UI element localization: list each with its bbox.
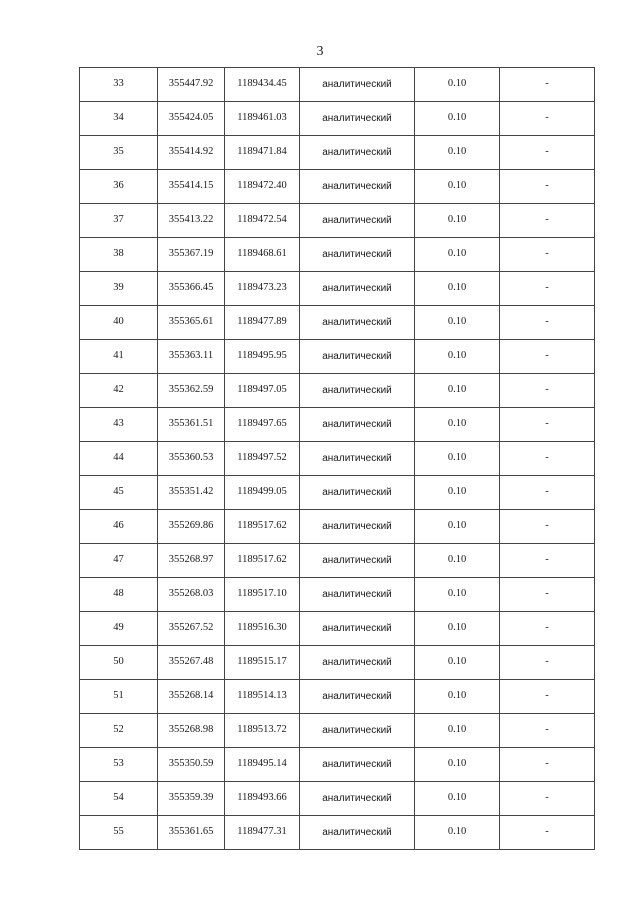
accuracy-cell: 0.10 (415, 340, 500, 374)
method-cell: аналитический (300, 272, 415, 306)
method-cell: аналитический (300, 544, 415, 578)
y-coordinate-cell: 1189477.89 (225, 306, 300, 340)
table-row (80, 272, 595, 306)
method-cell: аналитический (300, 408, 415, 442)
y-coordinate-cell: 1189473.23 (225, 272, 300, 306)
method-cell: аналитический (300, 204, 415, 238)
table-row (80, 510, 595, 544)
y-coordinate-cell: 1189497.52 (225, 442, 300, 476)
note-cell: - (500, 612, 595, 646)
note-cell: - (500, 442, 595, 476)
y-coordinate-cell: 1189434.45 (225, 68, 300, 102)
method-cell: аналитический (300, 510, 415, 544)
note-cell: - (500, 544, 595, 578)
y-coordinate-cell: 1189515.17 (225, 646, 300, 680)
accuracy-cell: 0.10 (415, 680, 500, 714)
x-coordinate-cell: 355267.52 (158, 612, 225, 646)
x-coordinate-cell: 355365.61 (158, 306, 225, 340)
point-number-cell: 33 (80, 68, 158, 102)
note-cell: - (500, 204, 595, 238)
x-coordinate-cell: 355366.45 (158, 272, 225, 306)
x-coordinate-cell: 355268.14 (158, 680, 225, 714)
note-cell: - (500, 510, 595, 544)
accuracy-cell: 0.10 (415, 136, 500, 170)
table-row (80, 374, 595, 408)
table-row (80, 578, 595, 612)
note-cell: - (500, 408, 595, 442)
y-coordinate-cell: 1189516.30 (225, 612, 300, 646)
table-row (80, 204, 595, 238)
note-cell: - (500, 68, 595, 102)
point-number-cell: 40 (80, 306, 158, 340)
note-cell: - (500, 272, 595, 306)
x-coordinate-cell: 355414.15 (158, 170, 225, 204)
method-cell: аналитический (300, 170, 415, 204)
accuracy-cell: 0.10 (415, 646, 500, 680)
point-number-cell: 35 (80, 136, 158, 170)
accuracy-cell: 0.10 (415, 782, 500, 816)
point-number-cell: 34 (80, 102, 158, 136)
method-cell: аналитический (300, 340, 415, 374)
y-coordinate-cell: 1189517.10 (225, 578, 300, 612)
x-coordinate-cell: 355351.42 (158, 476, 225, 510)
accuracy-cell: 0.10 (415, 238, 500, 272)
method-cell: аналитический (300, 136, 415, 170)
method-cell: аналитический (300, 68, 415, 102)
x-coordinate-cell: 355362.59 (158, 374, 225, 408)
accuracy-cell: 0.10 (415, 714, 500, 748)
table-row (80, 340, 595, 374)
accuracy-cell: 0.10 (415, 748, 500, 782)
method-cell: аналитический (300, 374, 415, 408)
point-number-cell: 55 (80, 816, 158, 850)
y-coordinate-cell: 1189497.65 (225, 408, 300, 442)
x-coordinate-cell: 355414.92 (158, 136, 225, 170)
table-row (80, 646, 595, 680)
note-cell: - (500, 476, 595, 510)
point-number-cell: 38 (80, 238, 158, 272)
method-cell: аналитический (300, 578, 415, 612)
y-coordinate-cell: 1189471.84 (225, 136, 300, 170)
accuracy-cell: 0.10 (415, 442, 500, 476)
point-number-cell: 52 (80, 714, 158, 748)
table-row (80, 68, 595, 102)
x-coordinate-cell: 355269.86 (158, 510, 225, 544)
table-row (80, 170, 595, 204)
point-number-cell: 48 (80, 578, 158, 612)
method-cell: аналитический (300, 714, 415, 748)
y-coordinate-cell: 1189513.72 (225, 714, 300, 748)
y-coordinate-cell: 1189517.62 (225, 510, 300, 544)
table-row (80, 544, 595, 578)
accuracy-cell: 0.10 (415, 68, 500, 102)
method-cell: аналитический (300, 442, 415, 476)
table-row (80, 612, 595, 646)
note-cell: - (500, 748, 595, 782)
point-number-cell: 42 (80, 374, 158, 408)
method-cell: аналитический (300, 476, 415, 510)
table-row (80, 408, 595, 442)
method-cell: аналитический (300, 748, 415, 782)
method-cell: аналитический (300, 816, 415, 850)
note-cell: - (500, 306, 595, 340)
y-coordinate-cell: 1189495.95 (225, 340, 300, 374)
accuracy-cell: 0.10 (415, 102, 500, 136)
accuracy-cell: 0.10 (415, 476, 500, 510)
table-row (80, 442, 595, 476)
note-cell: - (500, 340, 595, 374)
accuracy-cell: 0.10 (415, 374, 500, 408)
x-coordinate-cell: 355361.65 (158, 816, 225, 850)
x-coordinate-cell: 355367.19 (158, 238, 225, 272)
point-number-cell: 46 (80, 510, 158, 544)
y-coordinate-cell: 1189472.54 (225, 204, 300, 238)
x-coordinate-cell: 355413.22 (158, 204, 225, 238)
point-number-cell: 49 (80, 612, 158, 646)
method-cell: аналитический (300, 646, 415, 680)
x-coordinate-cell: 355360.53 (158, 442, 225, 476)
accuracy-cell: 0.10 (415, 578, 500, 612)
y-coordinate-cell: 1189472.40 (225, 170, 300, 204)
point-number-cell: 53 (80, 748, 158, 782)
note-cell: - (500, 578, 595, 612)
point-number-cell: 37 (80, 204, 158, 238)
table-row (80, 238, 595, 272)
point-number-cell: 47 (80, 544, 158, 578)
point-number-cell: 43 (80, 408, 158, 442)
method-cell: аналитический (300, 306, 415, 340)
table-row (80, 102, 595, 136)
table-row (80, 748, 595, 782)
point-number-cell: 41 (80, 340, 158, 374)
y-coordinate-cell: 1189468.61 (225, 238, 300, 272)
y-coordinate-cell: 1189477.31 (225, 816, 300, 850)
accuracy-cell: 0.10 (415, 816, 500, 850)
x-coordinate-cell: 355268.98 (158, 714, 225, 748)
note-cell: - (500, 238, 595, 272)
accuracy-cell: 0.10 (415, 612, 500, 646)
accuracy-cell: 0.10 (415, 544, 500, 578)
x-coordinate-cell: 355267.48 (158, 646, 225, 680)
note-cell: - (500, 782, 595, 816)
x-coordinate-cell: 355268.03 (158, 578, 225, 612)
note-cell: - (500, 374, 595, 408)
method-cell: аналитический (300, 680, 415, 714)
accuracy-cell: 0.10 (415, 204, 500, 238)
y-coordinate-cell: 1189495.14 (225, 748, 300, 782)
point-number-cell: 51 (80, 680, 158, 714)
accuracy-cell: 0.10 (415, 408, 500, 442)
x-coordinate-cell: 355363.11 (158, 340, 225, 374)
method-cell: аналитический (300, 238, 415, 272)
point-number-cell: 39 (80, 272, 158, 306)
accuracy-cell: 0.10 (415, 306, 500, 340)
y-coordinate-cell: 1189514.13 (225, 680, 300, 714)
x-coordinate-cell: 355424.05 (158, 102, 225, 136)
table-row (80, 476, 595, 510)
table-row (80, 136, 595, 170)
point-number-cell: 44 (80, 442, 158, 476)
y-coordinate-cell: 1189499.05 (225, 476, 300, 510)
method-cell: аналитический (300, 612, 415, 646)
y-coordinate-cell: 1189461.03 (225, 102, 300, 136)
table-row (80, 714, 595, 748)
y-coordinate-cell: 1189493.66 (225, 782, 300, 816)
note-cell: - (500, 714, 595, 748)
note-cell: - (500, 816, 595, 850)
page-number: 3 (316, 44, 324, 59)
point-number-cell: 54 (80, 782, 158, 816)
table-row (80, 816, 595, 850)
table-row (80, 782, 595, 816)
x-coordinate-cell: 355361.51 (158, 408, 225, 442)
y-coordinate-cell: 1189517.62 (225, 544, 300, 578)
note-cell: - (500, 102, 595, 136)
coordinates-table-body (80, 68, 595, 850)
x-coordinate-cell: 355359.39 (158, 782, 225, 816)
note-cell: - (500, 680, 595, 714)
point-number-cell: 50 (80, 646, 158, 680)
accuracy-cell: 0.10 (415, 170, 500, 204)
point-number-cell: 36 (80, 170, 158, 204)
x-coordinate-cell: 355268.97 (158, 544, 225, 578)
accuracy-cell: 0.10 (415, 272, 500, 306)
method-cell: аналитический (300, 782, 415, 816)
note-cell: - (500, 170, 595, 204)
point-number-cell: 45 (80, 476, 158, 510)
coordinates-table (79, 67, 595, 850)
table-row (80, 680, 595, 714)
x-coordinate-cell: 355350.59 (158, 748, 225, 782)
note-cell: - (500, 136, 595, 170)
table-row (80, 306, 595, 340)
note-cell: - (500, 646, 595, 680)
method-cell: аналитический (300, 102, 415, 136)
y-coordinate-cell: 1189497.05 (225, 374, 300, 408)
x-coordinate-cell: 355447.92 (158, 68, 225, 102)
accuracy-cell: 0.10 (415, 510, 500, 544)
